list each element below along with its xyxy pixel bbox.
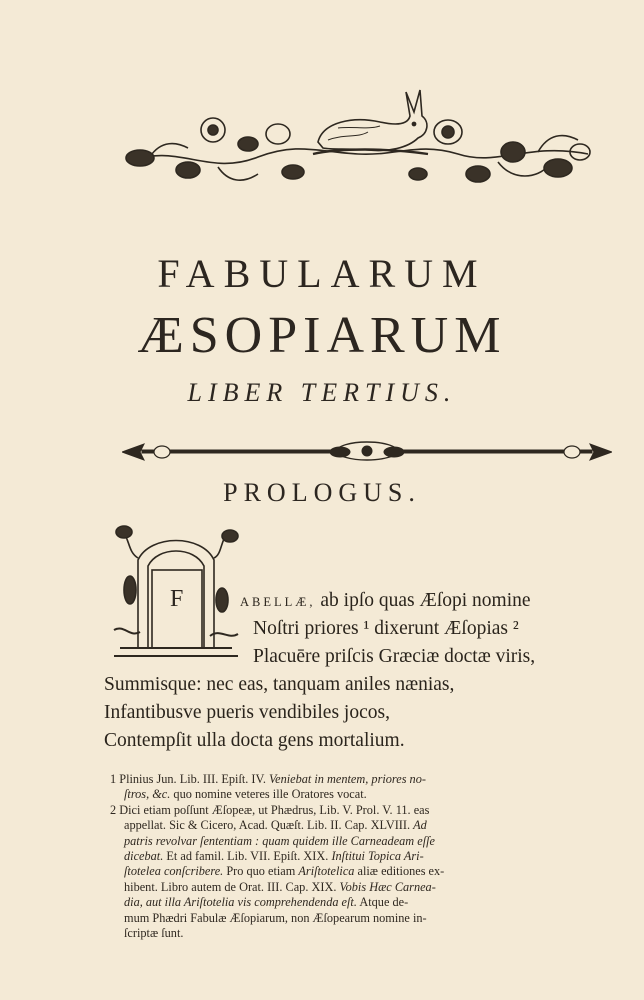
footnote-quote: Ariſtotelica: [298, 864, 355, 879]
footnote-1-line-1: [110, 772, 626, 787]
footnote-2-line-6: [110, 880, 626, 895]
verse-line-1-rest: ab ipſo quas Æſopi nomine: [315, 590, 531, 611]
decorative-rule: [122, 432, 612, 472]
title-line-3: LIBER TERTIUS.: [187, 378, 457, 407]
verse-line-1: [240, 590, 531, 612]
footnote-text: Atque de-: [359, 895, 409, 910]
title-line-2: ÆSOPIARUM: [137, 307, 507, 364]
footnote-quote: Inſtitui Topica Ari-: [331, 849, 424, 864]
footnote-text: aliæ editiones ex-: [357, 864, 445, 879]
verse-line-3: Placuēre priſcis Græciæ doctæ viris,: [253, 646, 536, 667]
section-heading: PROLOGUS.: [223, 478, 421, 507]
footnote-2-line-1: [110, 803, 626, 818]
footnote-1-line-2: [110, 787, 626, 802]
footnote-2-line-7: [110, 895, 626, 910]
footnote-quote: Veniebat in mentem, priores no-: [268, 772, 426, 786]
footnote-text: Plinius Jun. Lib. III. Epiſt. IV.: [119, 772, 266, 786]
footnotes: [110, 772, 626, 941]
footnote-2-line-3: patris revolvar ſententiam : quam quidem ille Carneadeam eſſe: [124, 833, 436, 848]
footnote-quote: dia, aut illa Ariſtotelia vis comprehendenda eſt.: [124, 895, 357, 910]
footnote-1-number: 1: [110, 772, 117, 786]
initial-letter: F: [170, 586, 184, 612]
footnote-quote: Ad: [413, 818, 427, 833]
footnote-text: hibent. Libro autem de Orat. III. Cap. XIX.: [124, 879, 337, 894]
footnote-text: Dici etiam poſſunt Æſopeæ, ut Phædrus, Lib. V. Prol. V. 11. eas: [119, 802, 430, 817]
verse-line-1-smallcaps: ABELLÆ,: [240, 595, 316, 609]
footnote-2-line-9: ſcriptæ ſunt.: [124, 926, 184, 941]
verse-line-5: Infantibusve pueris vendibiles jocos,: [104, 702, 390, 723]
footnote-2-line-8: mum Phædri Fabulæ Æſopiarum, non Æſopearum nomine in-: [124, 910, 427, 925]
footnote-quote: Vobis Hæc Carnea-: [339, 879, 436, 894]
footnote-text: Et ad famil. Lib. VII. Epiſt. XIX.: [166, 849, 329, 864]
verse-line-6: Contempſit ulla docta gens mortalium.: [104, 730, 405, 751]
footnote-2-line-5: [110, 864, 626, 879]
footnote-2-line-4: [110, 849, 626, 864]
title-line-1: FABULARUM: [157, 251, 487, 296]
footnote-quote: dicebat.: [124, 849, 164, 864]
hare-headpiece-ornament: [118, 82, 598, 202]
footnote-2-line-2: [110, 818, 626, 833]
verse-line-2: Noſtri priores ¹ dixerunt Æſopias ²: [253, 618, 519, 639]
verse-line-4: Summisque: nec eas, tanquam aniles nænias,: [104, 674, 455, 695]
footnote-quote: ſtotelea conſcribere.: [124, 864, 224, 879]
footnote-quote: ſtros, &c.: [124, 787, 171, 802]
footnote-2-number: 2: [110, 802, 117, 817]
footnote-text: quo nomine veteres ille Oratores vocat.: [173, 787, 367, 802]
footnote-text: Pro quo etiam: [226, 864, 296, 879]
footnote-text: appellat. Sic & Cicero, Acad. Quæſt. Lib. II. Cap. XLVIII.: [124, 818, 411, 833]
